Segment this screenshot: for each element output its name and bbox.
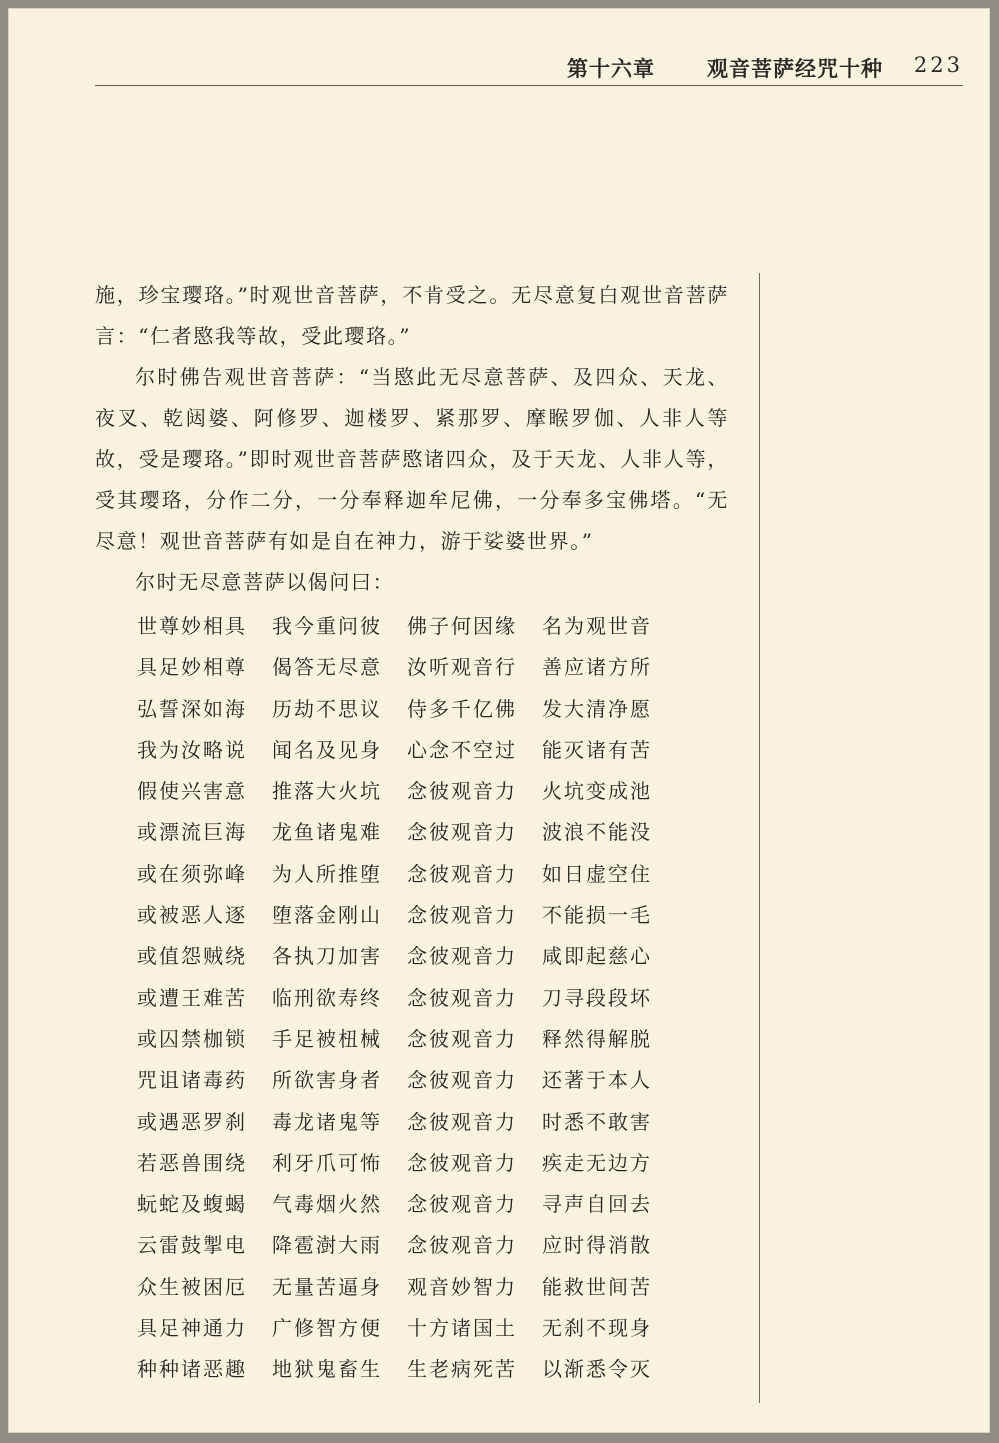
verse-phrase: 疾走无边方 — [542, 1150, 652, 1175]
verse-phrase: 龙鱼诸鬼难 — [272, 820, 382, 845]
verse-phrase: 假使兴害意 — [137, 779, 247, 804]
verse-phrase: 还著于本人 — [542, 1068, 652, 1093]
verse-phrase: 为人所推堕 — [272, 861, 382, 886]
verse-phrase: 我为汝略说 — [137, 737, 247, 762]
verse-phrase: 如日虚空住 — [542, 861, 652, 886]
verse-phrase: 无刹不现身 — [542, 1316, 652, 1341]
verse-phrase: 各执刀加害 — [272, 944, 382, 969]
verse-phrase: 气毒烟火然 — [272, 1192, 382, 1217]
verse-phrase: 或漂流巨海 — [137, 820, 247, 845]
verse-phrase: 若恶兽围绕 — [137, 1150, 247, 1175]
chapter-title: 观音菩萨经咒十种 — [707, 56, 883, 81]
verse-phrase: 刀寻段段坏 — [542, 985, 652, 1010]
verse-phrase: 念彼观音力 — [407, 944, 517, 969]
body-text — [95, 275, 729, 603]
verse-phrase: 我今重问彼 — [272, 614, 382, 638]
verse-phrase: 以渐悉令灭 — [542, 1357, 652, 1382]
paragraph: 尔时佛告观世音菩萨：“当愍此无尽意菩萨、及四众、天龙、夜叉、乾闼婆、阿修罗、迦楼罗、紧那罗、摩睺罗伽、人非人等故，受是璎珞。”即时观世音菩萨愍诸四众，及于天龙、人非人等，受其璎珞，分作二分，一分奉释迦牟尼佛，一分奉多宝佛塔。“无尽意！观世音菩萨有如是自在神力，游于娑婆世界。” — [95, 365, 729, 553]
verse-phrase: 云雷鼓掣电 — [137, 1233, 247, 1258]
verse-phrase: 或遇恶罗刹 — [137, 1109, 247, 1134]
verse-block — [137, 606, 697, 1391]
verse-phrase: 释然得解脱 — [542, 1026, 652, 1051]
verse-phrase: 佛子何因缘 — [407, 614, 517, 638]
header-rule — [95, 85, 963, 86]
verse-phrase: 临刑欲寿终 — [272, 985, 382, 1010]
verse-phrase: 推落大火坑 — [272, 779, 382, 804]
verse-phrase: 地狱鬼畜生 — [272, 1357, 382, 1382]
verse-phrase: 利牙爪可怖 — [272, 1150, 382, 1175]
verse-phrase: 能灭诸有苦 — [542, 737, 652, 762]
verse-phrase: 善应诸方所 — [542, 655, 652, 680]
book-page — [8, 8, 990, 1433]
verse-phrase: 或被恶人逐 — [137, 903, 247, 928]
verse-phrase: 念彼观音力 — [407, 903, 517, 928]
verse-phrase: 念彼观音力 — [407, 1109, 517, 1134]
verse-phrase: 念彼观音力 — [407, 861, 517, 886]
verse-phrase: 无量苦逼身 — [272, 1274, 382, 1299]
verse-row — [137, 1143, 697, 1184]
verse-phrase: 波浪不能没 — [542, 820, 652, 845]
verse-phrase: 心念不空过 — [407, 737, 517, 762]
verse-phrase: 具足妙相尊 — [137, 655, 247, 680]
verse-row — [137, 812, 697, 853]
margin-rule — [759, 273, 760, 1403]
verse-row — [137, 1349, 697, 1390]
verse-phrase: 或遭王难苦 — [137, 985, 247, 1010]
verse-phrase: 蚖蛇及蝮蝎 — [137, 1192, 247, 1217]
verse-row — [137, 978, 697, 1019]
verse-phrase: 降雹澍大雨 — [272, 1233, 382, 1258]
verse-row — [137, 730, 697, 771]
verse-phrase: 众生被困厄 — [137, 1274, 247, 1299]
verse-phrase: 堕落金刚山 — [272, 903, 382, 928]
verse-phrase: 汝听观音行 — [407, 655, 517, 680]
verse-phrase: 生老病死苦 — [407, 1357, 517, 1382]
verse-phrase: 或囚禁枷锁 — [137, 1026, 247, 1051]
verse-phrase: 时悉不敢害 — [542, 1109, 652, 1134]
verse-phrase: 火坑变成池 — [542, 779, 652, 804]
verse-row — [137, 1225, 697, 1266]
verse-phrase: 念彼观音力 — [407, 1192, 517, 1217]
verse-phrase: 广修智方便 — [272, 1316, 382, 1341]
verse-phrase: 历劫不思议 — [272, 696, 382, 721]
verse-phrase: 不能损一毛 — [542, 903, 652, 928]
chapter-label: 第十六章 — [567, 56, 655, 81]
page-number: 223 — [913, 53, 963, 77]
verse-phrase: 念彼观音力 — [407, 1068, 517, 1093]
verse-phrase: 手足被杻械 — [272, 1026, 382, 1051]
verse-phrase: 具足神通力 — [137, 1316, 247, 1341]
verse-row — [137, 1184, 697, 1225]
verse-phrase: 观音妙智力 — [407, 1274, 517, 1299]
verse-phrase: 能救世间苦 — [542, 1274, 652, 1299]
verse-row — [137, 1102, 697, 1143]
verse-phrase: 发大清净愿 — [542, 696, 652, 721]
verse-phrase: 名为观世音 — [542, 614, 652, 638]
verse-phrase: 念彼观音力 — [407, 1233, 517, 1258]
verse-phrase: 或值怨贼绕 — [137, 944, 247, 969]
verse-phrase: 念彼观音力 — [407, 1150, 517, 1175]
verse-row — [137, 936, 697, 977]
verse-phrase: 毒龙诸鬼等 — [272, 1109, 382, 1134]
verse-phrase: 弘誓深如海 — [137, 696, 247, 721]
paragraph-verse-intro: 尔时无尽意菩萨以偈问曰： — [135, 570, 395, 594]
verse-phrase: 十方诸国土 — [407, 1316, 517, 1341]
verse-row — [137, 1019, 697, 1060]
verse-phrase: 咸即起慈心 — [542, 944, 652, 969]
verse-phrase: 寻声自回去 — [542, 1192, 652, 1217]
verse-phrase: 或在须弥峰 — [137, 861, 247, 886]
verse-row — [137, 895, 697, 936]
verse-phrase: 侍多千亿佛 — [407, 696, 517, 721]
verse-phrase: 念彼观音力 — [407, 820, 517, 845]
verse-row — [137, 606, 697, 647]
verse-phrase: 念彼观音力 — [407, 779, 517, 804]
verse-phrase: 世尊妙相具 — [137, 614, 247, 638]
verse-phrase: 闻名及见身 — [272, 737, 382, 762]
verse-row — [137, 647, 697, 688]
verse-row — [137, 1267, 697, 1308]
verse-phrase: 种种诸恶趣 — [137, 1357, 247, 1382]
verse-row — [137, 1308, 697, 1349]
verse-phrase: 念彼观音力 — [407, 985, 517, 1010]
verse-phrase: 念彼观音力 — [407, 1026, 517, 1051]
running-header — [9, 49, 963, 85]
verse-row — [137, 1060, 697, 1101]
verse-phrase: 所欲害身者 — [272, 1068, 382, 1093]
verse-row — [137, 689, 697, 730]
verse-phrase: 应时得消散 — [542, 1233, 652, 1258]
paragraph-continued: 施，珍宝璎珞。”时观世音菩萨，不肯受之。无尽意复白观世音菩萨言：“仁者愍我等故，受此璎珞。” — [95, 283, 729, 348]
verse-row — [137, 771, 697, 812]
verse-phrase: 咒诅诸毒药 — [137, 1068, 247, 1093]
verse-row — [137, 854, 697, 895]
verse-phrase: 偈答无尽意 — [272, 655, 382, 680]
